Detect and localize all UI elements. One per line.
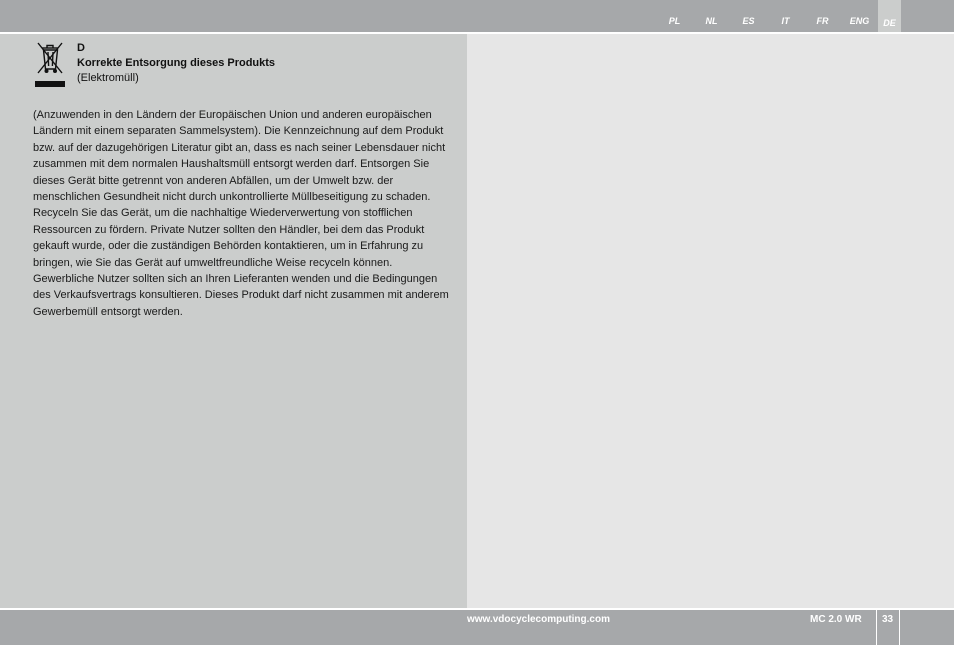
tab-lang-pl[interactable]: PL bbox=[668, 16, 681, 26]
page-number: 33 bbox=[882, 614, 894, 625]
footer-model: MC 2.0 WR bbox=[810, 614, 862, 625]
section-code: D bbox=[77, 42, 85, 54]
crossed-out-wheelie-bin-icon bbox=[34, 40, 66, 90]
disposal-text: (Anzuwenden in den Ländern der Europäischen Union und anderen europäischen Ländern mit einem separaten Sammelsystem). Die Kennzeichnung auf dem Produkt bzw. auf der dazugehörigen Literatur gibt an, dass es nach seiner Lebensdauer nicht zusammen mit dem normalen Haushaltsmüll entsorgt werden darf. Entsorgen Sie dieses Gerät bitte getrennt von anderen Abfällen, um der Umwelt bzw. der menschlichen Gesundheit nicht durch unkontrollierte Müllbeseitigung zu schaden. Recyceln Sie das Gerät, um die nachhaltige Wiederverwertung von stofflichen Ressourcen zu fördern. Private Nutzer sollten den Händler, bei dem das Produkt gekauft wurde, oder die zuständigen Behörden kontaktieren, um in Erfahrung zu bringen, wie Sie das Gerät auf umweltfreundliche Weise recyceln können. Gewerbliche Nutzer sollten sich an Ihren Lieferanten wenden und die Bedingungen des Verkaufsvertrags konsultieren. Dieses Produkt darf nicht zusammen mit anderem Gewerbemüll entsorgt werden. bbox=[33, 109, 449, 318]
tab-lang-de[interactable]: DE bbox=[878, 0, 901, 32]
tab-lang-eng[interactable]: ENG bbox=[849, 16, 870, 26]
tab-lang-nl[interactable]: NL bbox=[705, 16, 718, 26]
section-subtitle: (Elektromüll) bbox=[77, 72, 139, 84]
tab-lang-it[interactable]: IT bbox=[781, 16, 790, 26]
right-column bbox=[467, 34, 954, 608]
footer-url[interactable]: www.vdocyclecomputing.com bbox=[467, 614, 610, 625]
section-title: Korrekte Entsorgung dieses Produkts bbox=[77, 57, 276, 69]
tab-lang-es[interactable]: ES bbox=[742, 16, 755, 26]
tab-lang-fr[interactable]: FR bbox=[816, 16, 829, 26]
section-heading bbox=[77, 41, 275, 86]
language-tabs bbox=[656, 0, 901, 32]
